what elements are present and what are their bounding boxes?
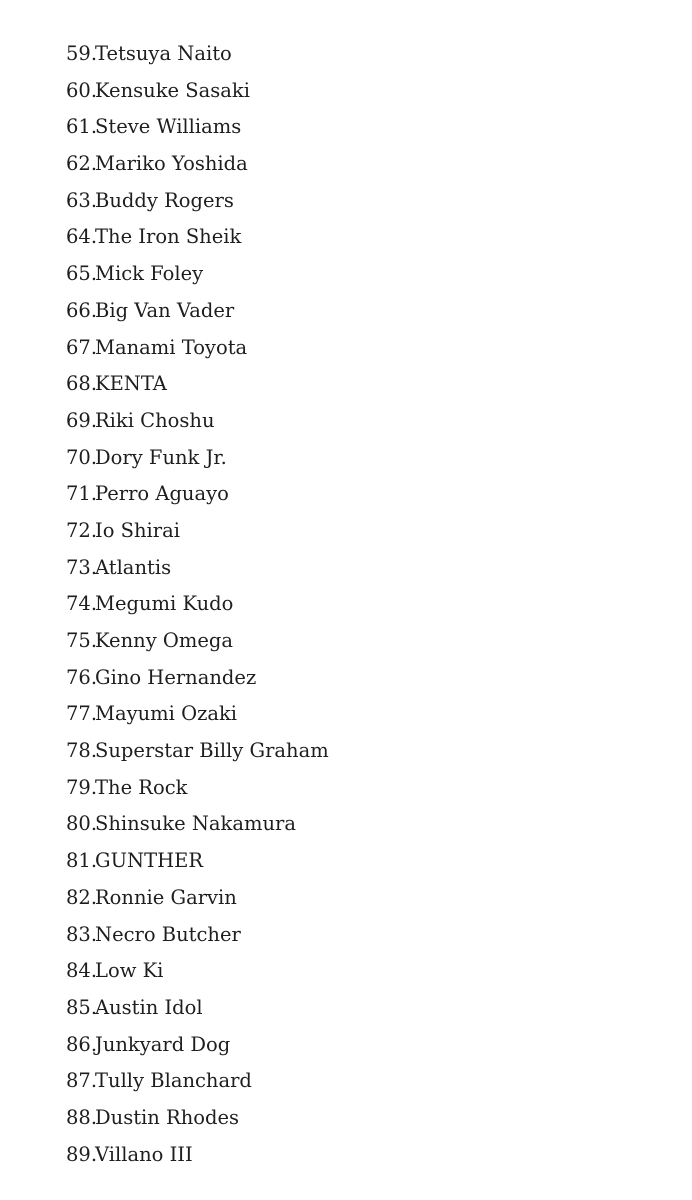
list-item-name: Austin Idol bbox=[95, 995, 203, 1019]
list-item bbox=[66, 733, 329, 770]
list-item bbox=[66, 1027, 329, 1064]
list-item bbox=[66, 1100, 329, 1137]
list-item-name: GUNTHER bbox=[95, 849, 204, 873]
list-item-name: Necro Butcher bbox=[95, 922, 241, 946]
list-item-name: Dory Funk Jr. bbox=[95, 445, 227, 469]
list-item bbox=[66, 330, 329, 367]
list-item bbox=[66, 586, 329, 623]
list-item bbox=[66, 1137, 329, 1174]
list-item-name: Low Ki bbox=[95, 959, 164, 983]
list-item bbox=[66, 403, 329, 440]
list-item-name: Perro Aguayo bbox=[95, 482, 229, 506]
list-item bbox=[66, 440, 329, 477]
list-item-number: 62. bbox=[66, 152, 98, 176]
list-item bbox=[66, 256, 329, 293]
list-item-name: Junkyard Dog bbox=[95, 1032, 231, 1056]
list-item bbox=[66, 623, 329, 660]
list-item-number: 67. bbox=[66, 335, 98, 359]
list-item-number: 84. bbox=[66, 959, 98, 983]
list-item-number: 76. bbox=[66, 665, 98, 689]
list-item-number: 66. bbox=[66, 298, 98, 322]
list-item bbox=[66, 770, 329, 807]
list-item-number: 73. bbox=[66, 555, 98, 579]
list-item-number: 83. bbox=[66, 922, 98, 946]
list-item-name: Superstar Billy Graham bbox=[95, 739, 329, 763]
list-item-name: Villano III bbox=[95, 1142, 193, 1166]
list-item bbox=[66, 293, 329, 330]
list-item bbox=[66, 109, 329, 146]
list-item bbox=[66, 880, 329, 917]
list-item-number: 78. bbox=[66, 739, 98, 763]
list-item bbox=[66, 183, 329, 220]
list-item-name: Kensuke Sasaki bbox=[95, 78, 250, 102]
list-item bbox=[66, 219, 329, 256]
list-item-name: The Rock bbox=[95, 775, 188, 799]
list-item bbox=[66, 990, 329, 1027]
list-item-name: Dustin Rhodes bbox=[95, 1105, 240, 1129]
list-item-number: 89. bbox=[66, 1142, 98, 1166]
list-item bbox=[66, 917, 329, 954]
list-item-number: 71. bbox=[66, 482, 98, 506]
list-item-number: 63. bbox=[66, 188, 98, 212]
list-item-number: 80. bbox=[66, 812, 98, 836]
list-item-number: 88. bbox=[66, 1105, 98, 1129]
list-item-name: Big Van Vader bbox=[95, 298, 235, 322]
list-item-name: Tully Blanchard bbox=[95, 1069, 252, 1093]
list-item-number: 79. bbox=[66, 775, 98, 799]
list-item-name: Mariko Yoshida bbox=[95, 152, 248, 176]
list-item-number: 69. bbox=[66, 408, 98, 432]
list-item-number: 87. bbox=[66, 1069, 98, 1093]
list-item-name: Steve Williams bbox=[95, 115, 242, 139]
list-item-name: The Iron Sheik bbox=[95, 225, 242, 249]
list-item bbox=[66, 953, 329, 990]
list-item-number: 59. bbox=[66, 42, 98, 65]
list-item-name: Gino Hernandez bbox=[95, 665, 257, 689]
list-item bbox=[66, 660, 329, 697]
list-item-name: Buddy Rogers bbox=[95, 188, 234, 212]
list-item-name: Mayumi Ozaki bbox=[95, 702, 238, 726]
list-item-number: 72. bbox=[66, 518, 98, 542]
list-item bbox=[66, 476, 329, 513]
list-item-number: 60. bbox=[66, 78, 98, 102]
list-item-number: 86. bbox=[66, 1032, 98, 1056]
list-item bbox=[66, 513, 329, 550]
list-item-number: 68. bbox=[66, 372, 98, 396]
list-item bbox=[66, 146, 329, 183]
list-item-number: 65. bbox=[66, 262, 98, 286]
list-item-number: 81. bbox=[66, 849, 98, 873]
list-item-name: Io Shirai bbox=[95, 518, 180, 542]
list-item-name: Riki Choshu bbox=[95, 408, 215, 432]
list-item-number: 70. bbox=[66, 445, 98, 469]
list-item bbox=[66, 550, 329, 587]
list-item-name: Manami Toyota bbox=[95, 335, 248, 359]
list-item-name: Megumi Kudo bbox=[95, 592, 234, 616]
list-item-name: Shinsuke Nakamura bbox=[95, 812, 296, 836]
list-item bbox=[66, 36, 329, 73]
list-item-number: 82. bbox=[66, 885, 98, 909]
list-item-number: 64. bbox=[66, 225, 98, 249]
list-item-number: 77. bbox=[66, 702, 98, 726]
list-item bbox=[66, 1063, 329, 1100]
list-item-number: 74. bbox=[66, 592, 98, 616]
list-item-name: Kenny Omega bbox=[95, 629, 234, 652]
list-item-name: Tetsuya Naito bbox=[95, 42, 232, 65]
list-item-name: Ronnie Garvin bbox=[95, 885, 237, 909]
list-item-number: 85. bbox=[66, 995, 98, 1019]
ranked-list bbox=[66, 36, 329, 1173]
list-item bbox=[66, 366, 329, 403]
list-item-number: 75. bbox=[66, 629, 98, 652]
list-item bbox=[66, 696, 329, 733]
list-item bbox=[66, 806, 329, 843]
list-item bbox=[66, 843, 329, 880]
list-item-name: KENTA bbox=[95, 372, 167, 396]
list-item-name: Atlantis bbox=[95, 555, 172, 579]
list-item-name: Mick Foley bbox=[95, 262, 204, 286]
list-item bbox=[66, 73, 329, 110]
list-item-number: 61. bbox=[66, 115, 98, 139]
